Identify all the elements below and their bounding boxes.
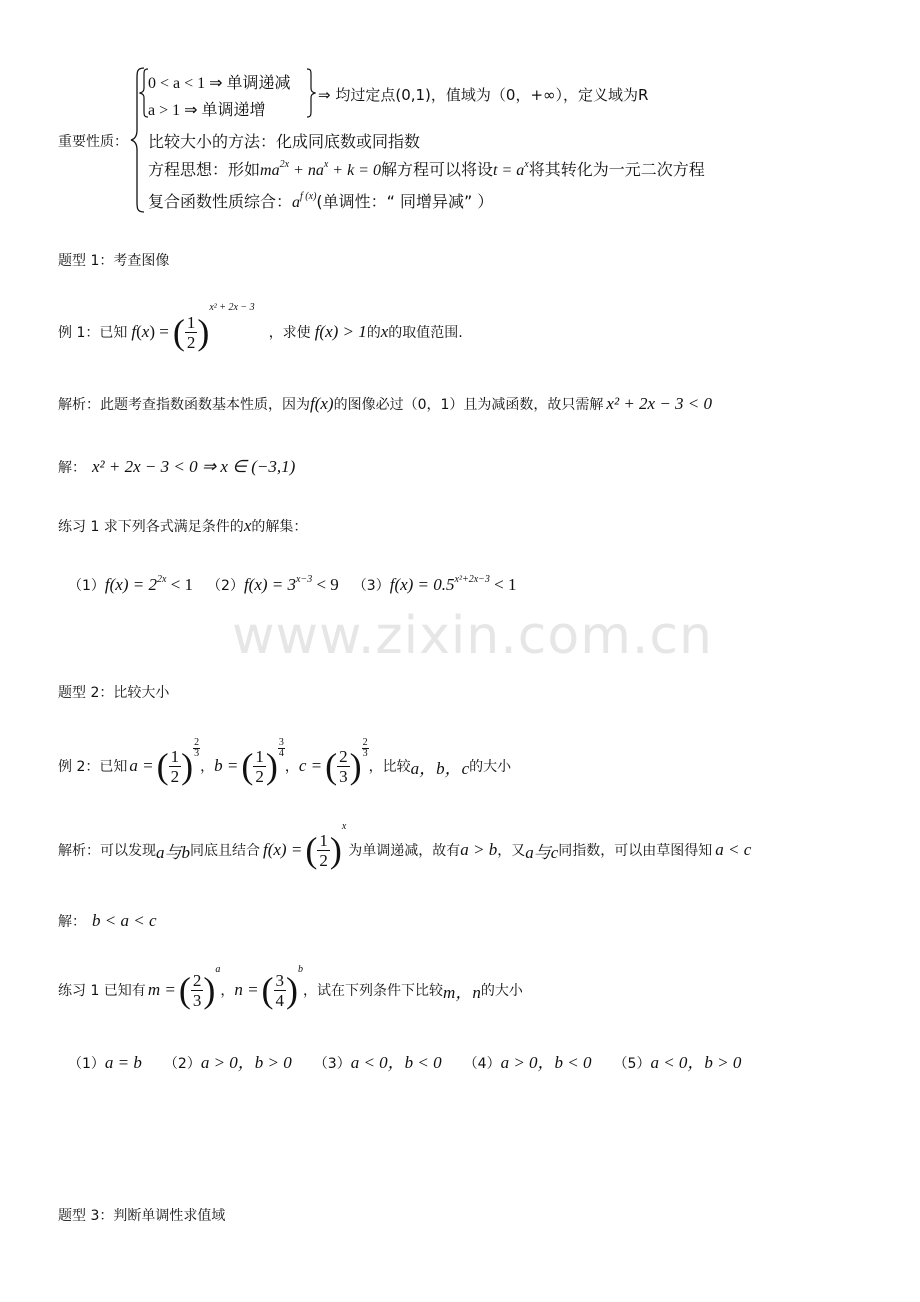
prop-equation-post: 将其转化为一元二次方程 (528, 160, 705, 179)
prop-line-increasing: a > 1 ⇒ 单调递增 (148, 102, 266, 119)
prop-composite: 复合函数性质综合：$a^{f (x)}$(单调性：“ 同增异减” ） (148, 191, 494, 211)
practice2: 练习 1 已知有 m = ( $\frac{2}{3}$ ) a ， n = ( $\frac{3}{4}$ ) b ，试在下列条件下比较 m，n 的大小 (58, 964, 523, 1010)
condition-item: （4）a > 0，b < 0 (463, 1053, 592, 1072)
practice2-conditions (68, 1048, 741, 1073)
properties-label: 重要性质： (58, 134, 128, 150)
practice2-n: n = (234, 980, 259, 999)
example2-a-lhs: a = (129, 756, 154, 775)
type2-title: 题型 2：比较大小 (58, 685, 170, 701)
analysis1-mid: 的图像必过（0，1）且为减函数，故只需解 (333, 397, 604, 413)
analysis2-exp: x (341, 821, 347, 832)
exercise1-title (58, 516, 307, 536)
practice2-n-exp: b (298, 964, 304, 975)
exercise1-title-var: x (243, 516, 252, 535)
solution1-label: 解： (58, 460, 86, 476)
analysis2-f: f(x) = (263, 840, 303, 859)
analysis2-mid3: ，又 (497, 843, 526, 859)
solution1-expr: x² + 2x − 3 < 0 ⇒ x ∈ (−3,1) (92, 457, 296, 476)
exercise1-items (68, 575, 517, 595)
condition-item: （2）a > 0，b > 0 (163, 1053, 292, 1072)
example2-a-exponent: $\frac{2}{3}$ (194, 737, 200, 759)
example1-label: 例 1：已知 (58, 325, 128, 341)
example2-b-lhs: b = (214, 756, 239, 775)
prop-equation-idea: 方程思想：形如$ma^{2x} + na^x + k = 0$解方程可以将设$t = a^x$将其转化为一元二次方程 (148, 159, 705, 179)
analysis2-ineq2: a < c (715, 840, 752, 859)
example2-tail: 比较 (382, 759, 411, 775)
practice2-label: 练习 1 已知有 (58, 983, 146, 999)
solution2 (58, 911, 157, 931)
example1-frac-num: 1 (186, 312, 196, 332)
practice2-end: 的大小 (480, 983, 523, 999)
example2-end: 的大小 (469, 759, 512, 775)
example1-tail1: ，求使 (268, 325, 311, 341)
exercise1-item: $(2)f(x) = 3^{x-3} < 9$ (207, 574, 339, 594)
analysis2-ac: a与c (525, 842, 559, 862)
analysis2-ab: a与b (156, 842, 190, 862)
solution2-label: 解： (58, 914, 86, 930)
analysis2-pre: 解析：可以发现 (58, 843, 156, 859)
condition-item: （1）a = b (68, 1053, 142, 1072)
example2-c-lhs: c = (298, 756, 323, 775)
analysis2-ineq1: a > b (460, 840, 498, 859)
analysis2-mid: 同底且结合 (190, 843, 260, 859)
prop-equation-pre: 方程思想：形如 (148, 160, 261, 179)
example1-tail3: 的取值范围. (388, 325, 463, 341)
example1-tail2: 的 (366, 325, 381, 341)
analysis1-inequality: x² + 2x − 3 < 0 (606, 394, 713, 413)
analysis2: 解析：可以发现 a与b 同底且结合 f(x) = ( $\frac{1}{2}$ ) x 为单调递减，故有 a > b ，又 a与c 同指数，可以由草图得知 a < c (58, 821, 752, 870)
practice2-vars: m，n (443, 982, 481, 1002)
prop-fixed-point-conclusion: ⇒ 均过定点(0,1)，值域为（0，+∞），定义域为R (318, 86, 649, 104)
exercise1-title-pre: 练习 1 求下列各式满足条件的 (58, 519, 244, 535)
example1-condition: f(x) > 1 (314, 322, 367, 341)
condition-item: （5）a < 0，b > 0 (613, 1053, 742, 1072)
practice2-tail: ，试在下列条件下比较 (303, 983, 444, 999)
prop-compare-method: 比较大小的方法：化成同底数或同指数 (148, 132, 421, 151)
prop-line-decreasing: 0 < a < 1 ⇒ 单调递减 (148, 75, 291, 92)
analysis2-mid4: 同指数，可以由草图得知 (558, 843, 713, 859)
practice2-m: m = (147, 980, 176, 999)
prop-composite-post: (单调性：“ 同增异减” ） (316, 192, 494, 211)
solution1 (58, 457, 295, 477)
inner-right-brace (306, 68, 316, 118)
example2-b-exponent: $\frac{3}{4}$ (278, 737, 284, 759)
example1: 例 1：已知 f ( x ) = ( $\frac{1}{2}$ ) x² + 2x − 3 ，求使 f(x) > 1 的 x 的取值范围. (58, 302, 463, 352)
example2: 例 2：已知 a = ( $\frac{1}{2}$ ) $\frac{2}{3}$ ， b = ( $\frac{1}{2}$ ) $\frac{3}{4}$ ， c = ( $\frac{2}{3}$ ) $\frac{2}{3}$ ， 比较 a，b，c 的大小 (58, 737, 512, 786)
analysis1-fx: f(x) (310, 394, 334, 413)
type3-title: 题型 3：判断单调性求值域 (58, 1208, 226, 1224)
example2-c-exponent: $\frac{2}{3}$ (362, 737, 368, 759)
prop-equation-mid: 解方程可以将设 (380, 160, 493, 179)
example2-label: 例 2：已知 (58, 759, 128, 775)
analysis1-pre: 解析：此题考查指数函数基本性质，因为 (58, 397, 310, 413)
solution2-expr: b < a < c (92, 911, 157, 930)
practice2-m-exp: a (215, 964, 221, 975)
exercise1-title-post: 的解集： (251, 519, 308, 535)
example1-exponent: x² + 2x − 3 (209, 302, 255, 313)
watermark-text: www.zixin.com.cn (232, 606, 713, 666)
type1-title: 题型 1：考查图像 (58, 253, 170, 269)
analysis2-mid2: 为单调递减，故有 (348, 843, 461, 859)
exercise1-item: $(1)f(x) = 2^{2x} < 1$ (68, 574, 194, 594)
analysis1 (58, 394, 712, 414)
example2-vars: a，b，c (410, 758, 470, 778)
prop-composite-pre: 复合函数性质综合： (148, 192, 293, 211)
exercise1-item: $(3)f(x) = 0.5^{x^2+2x-3} < 1$ (352, 574, 517, 594)
example1-frac-den: 2 (186, 332, 196, 352)
condition-item: （3）a < 0，b < 0 (313, 1053, 442, 1072)
example1-var: x (380, 322, 389, 341)
